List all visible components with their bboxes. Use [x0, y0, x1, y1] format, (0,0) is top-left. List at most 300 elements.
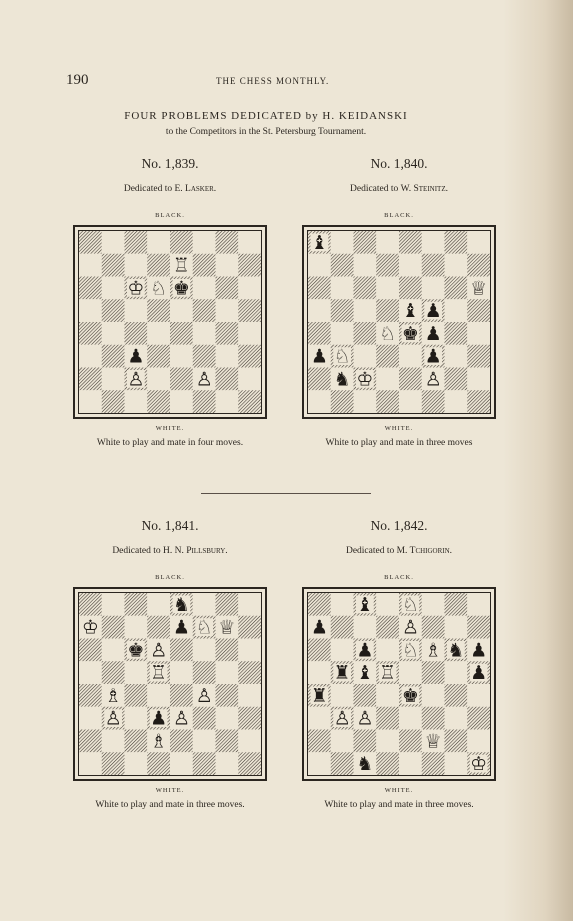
square-b5 — [102, 661, 125, 684]
square-f6 — [193, 639, 216, 662]
square-b7 — [331, 616, 354, 639]
white-bishop-icon: ♗ — [104, 684, 122, 707]
black-bishop-icon: ♝ — [310, 231, 328, 254]
square-b2 — [102, 368, 125, 391]
square-c2 — [125, 730, 148, 753]
square-g4 — [445, 684, 468, 707]
square-f6 — [422, 277, 445, 300]
square-h1 — [238, 390, 261, 413]
square-b1 — [331, 390, 354, 413]
dedication-name: M. Tchigorin. — [396, 546, 453, 556]
square-g6 — [216, 639, 239, 662]
square-a2 — [308, 368, 331, 391]
square-h5 — [467, 299, 490, 322]
square-g5 — [445, 299, 468, 322]
square-c8 — [354, 231, 377, 254]
white-queen-icon: ♕ — [424, 730, 442, 753]
chess-board — [307, 230, 491, 414]
square-d1 — [376, 752, 399, 775]
black-rook-icon: ♜ — [310, 684, 328, 707]
square-c5 — [125, 661, 148, 684]
square-a4 — [79, 684, 102, 707]
square-d8 — [376, 593, 399, 616]
square-f3 — [193, 707, 216, 730]
square-a8 — [79, 231, 102, 254]
square-a2 — [308, 730, 331, 753]
black-pawn-icon: ♟ — [424, 322, 442, 345]
square-g8 — [216, 593, 239, 616]
problem-number: No. 1,841. — [141, 518, 199, 533]
square-h8 — [238, 593, 261, 616]
black-pawn-icon: ♟ — [424, 300, 442, 323]
white-bishop-icon: ♗ — [150, 730, 168, 753]
problem-number: No. 1,839. — [141, 156, 199, 171]
square-d7 — [147, 254, 170, 277]
square-c5 — [354, 299, 377, 322]
square-c4 — [354, 322, 377, 345]
square-g6 — [216, 277, 239, 300]
square-c7 — [354, 254, 377, 277]
stipulation: White to play and mate in four moves. — [96, 438, 244, 448]
white-pawn-icon: ♙ — [195, 684, 213, 707]
square-f1 — [193, 390, 216, 413]
square-b8 — [331, 593, 354, 616]
square-e2 — [170, 368, 193, 391]
black-label: BLACK. — [155, 212, 185, 219]
black-pawn-icon: ♟ — [310, 616, 328, 639]
black-knight-icon: ♞ — [356, 753, 374, 775]
square-g6 — [445, 277, 468, 300]
square-a1 — [79, 390, 102, 413]
square-b2 — [331, 730, 354, 753]
square-e4 — [170, 322, 193, 345]
white-knight-icon: ♘ — [195, 616, 213, 639]
square-b5 — [102, 299, 125, 322]
square-h3 — [467, 345, 490, 368]
problem-1840 — [294, 156, 504, 448]
black-rook-icon: ♜ — [333, 662, 351, 685]
main-title: FOUR PROBLEMS DEDICATED by H. KEIDANSKI — [124, 110, 408, 122]
black-knight-icon: ♞ — [333, 368, 351, 391]
dedication-name: H. N. Pillsbury. — [162, 546, 228, 556]
square-a7 — [79, 254, 102, 277]
white-pawn-icon: ♙ — [104, 707, 122, 730]
square-e2 — [399, 368, 422, 391]
square-e1 — [170, 752, 193, 775]
square-e6 — [399, 277, 422, 300]
square-h2 — [238, 730, 261, 753]
square-h7 — [238, 254, 261, 277]
square-f3 — [193, 345, 216, 368]
square-a5 — [79, 299, 102, 322]
square-d6 — [376, 277, 399, 300]
square-c2 — [354, 730, 377, 753]
square-f6 — [193, 277, 216, 300]
square-h8 — [467, 593, 490, 616]
square-g8 — [445, 593, 468, 616]
square-g3 — [216, 707, 239, 730]
dedication-name: W. Steinitz. — [400, 184, 448, 194]
board-svg — [79, 231, 261, 413]
black-label: BLACK. — [384, 212, 414, 219]
square-a2 — [79, 368, 102, 391]
white-pawn-icon: ♙ — [356, 707, 374, 730]
square-e1 — [399, 390, 422, 413]
black-knight-icon: ♞ — [172, 593, 190, 616]
square-e1 — [399, 752, 422, 775]
square-c6 — [354, 277, 377, 300]
square-h7 — [467, 254, 490, 277]
black-pawn-icon: ♟ — [310, 345, 328, 368]
square-b6 — [102, 639, 125, 662]
square-h4 — [467, 684, 490, 707]
square-d2 — [376, 730, 399, 753]
square-g7 — [445, 254, 468, 277]
black-pawn-icon: ♟ — [150, 707, 168, 730]
white-knight-icon: ♘ — [401, 639, 419, 662]
black-pawn-icon: ♟ — [470, 639, 488, 662]
square-g4 — [216, 322, 239, 345]
square-b8 — [102, 593, 125, 616]
square-d2 — [147, 368, 170, 391]
square-e6 — [170, 639, 193, 662]
square-h3 — [467, 707, 490, 730]
square-a3 — [308, 707, 331, 730]
square-c4 — [354, 684, 377, 707]
square-g8 — [445, 231, 468, 254]
square-e5 — [399, 661, 422, 684]
black-pawn-icon: ♟ — [470, 662, 488, 685]
problem-number: No. 1,842. — [370, 518, 428, 533]
square-g1 — [445, 390, 468, 413]
dedication — [65, 184, 275, 196]
square-g1 — [216, 390, 239, 413]
square-a4 — [79, 322, 102, 345]
white-king-icon: ♔ — [127, 277, 145, 300]
square-a8 — [79, 593, 102, 616]
square-c8 — [125, 231, 148, 254]
chess-board — [78, 230, 262, 414]
square-b1 — [102, 752, 125, 775]
square-a5 — [79, 661, 102, 684]
white-knight-icon: ♘ — [379, 322, 397, 345]
square-e3 — [399, 345, 422, 368]
square-e1 — [170, 390, 193, 413]
square-h1 — [238, 752, 261, 775]
white-king-icon: ♔ — [356, 368, 374, 391]
black-pawn-icon: ♟ — [424, 345, 442, 368]
square-h7 — [238, 616, 261, 639]
square-g1 — [216, 752, 239, 775]
section-divider — [201, 493, 371, 494]
square-c1 — [125, 390, 148, 413]
square-b4 — [331, 684, 354, 707]
black-label: BLACK. — [384, 574, 414, 581]
white-pawn-icon: ♙ — [127, 368, 145, 391]
white-king-icon: ♔ — [81, 616, 99, 639]
problem-1842 — [294, 518, 504, 810]
board-svg — [308, 593, 490, 775]
square-d1 — [147, 390, 170, 413]
square-f7 — [193, 254, 216, 277]
board-svg — [308, 231, 490, 413]
square-b6 — [102, 277, 125, 300]
white-knight-icon: ♘ — [150, 277, 168, 300]
square-h2 — [467, 368, 490, 391]
square-e2 — [399, 730, 422, 753]
white-pawn-icon: ♙ — [150, 639, 168, 662]
square-g3 — [445, 345, 468, 368]
white-queen-icon: ♕ — [218, 616, 236, 639]
square-a6 — [308, 639, 331, 662]
square-a4 — [308, 322, 331, 345]
white-rook-icon: ♖ — [379, 662, 397, 685]
square-a5 — [308, 299, 331, 322]
square-d3 — [376, 707, 399, 730]
chess-board-frame — [73, 225, 267, 419]
square-d4 — [147, 684, 170, 707]
square-f8 — [422, 593, 445, 616]
chess-board-frame — [302, 587, 496, 781]
running-title: THE CHESS MONTHLY. — [216, 76, 330, 86]
square-g1 — [445, 752, 468, 775]
square-d7 — [376, 254, 399, 277]
square-h4 — [238, 684, 261, 707]
square-b4 — [102, 322, 125, 345]
square-d8 — [376, 231, 399, 254]
square-c7 — [125, 254, 148, 277]
white-bishop-icon: ♗ — [424, 639, 442, 662]
white-king-icon: ♔ — [470, 753, 488, 775]
square-d8 — [147, 593, 170, 616]
square-b8 — [102, 231, 125, 254]
square-g3 — [445, 707, 468, 730]
chess-board-frame — [73, 587, 267, 781]
square-f5 — [422, 661, 445, 684]
square-d2 — [376, 368, 399, 391]
white-pawn-icon: ♙ — [172, 707, 190, 730]
square-h3 — [238, 345, 261, 368]
black-bishop-icon: ♝ — [356, 662, 374, 685]
white-pawn-icon: ♙ — [401, 616, 419, 639]
dedication — [65, 546, 275, 558]
square-f8 — [422, 231, 445, 254]
square-h6 — [238, 639, 261, 662]
square-g4 — [445, 322, 468, 345]
square-d4 — [147, 322, 170, 345]
square-b6 — [331, 639, 354, 662]
square-g5 — [216, 661, 239, 684]
square-h4 — [467, 322, 490, 345]
square-d1 — [147, 752, 170, 775]
square-a8 — [308, 593, 331, 616]
problem-1839 — [65, 156, 275, 448]
square-h3 — [238, 707, 261, 730]
square-d5 — [147, 299, 170, 322]
square-d5 — [376, 299, 399, 322]
square-b4 — [331, 322, 354, 345]
square-d3 — [147, 345, 170, 368]
square-c3 — [354, 345, 377, 368]
stipulation: White to play and mate in three moves — [325, 438, 473, 448]
square-f3 — [422, 707, 445, 730]
square-d8 — [147, 231, 170, 254]
square-f5 — [193, 299, 216, 322]
dedication — [294, 184, 504, 196]
dedication-prefix: Dedicated to — [123, 184, 175, 194]
square-b1 — [331, 752, 354, 775]
square-b5 — [331, 299, 354, 322]
square-f7 — [422, 616, 445, 639]
square-e3 — [399, 707, 422, 730]
square-a1 — [308, 752, 331, 775]
square-f8 — [193, 231, 216, 254]
white-knight-icon: ♘ — [333, 345, 351, 368]
dedication-prefix: Dedicated to — [350, 184, 401, 194]
page-edge-shadow — [503, 0, 573, 921]
square-f1 — [422, 752, 445, 775]
square-g2 — [445, 730, 468, 753]
square-h7 — [467, 616, 490, 639]
square-a6 — [79, 639, 102, 662]
subtitle: to the Competitors in the St. Petersburg Tournament. — [165, 127, 367, 137]
square-e3 — [170, 345, 193, 368]
square-c3 — [125, 707, 148, 730]
square-f1 — [193, 752, 216, 775]
square-c4 — [125, 684, 148, 707]
square-g7 — [216, 254, 239, 277]
square-g2 — [445, 368, 468, 391]
black-king-icon: ♚ — [401, 684, 419, 707]
square-c7 — [354, 616, 377, 639]
square-h5 — [238, 661, 261, 684]
dedication-prefix: Dedicated to — [345, 546, 397, 556]
square-d6 — [376, 639, 399, 662]
page-header — [66, 72, 466, 92]
square-a7 — [308, 254, 331, 277]
square-c4 — [125, 322, 148, 345]
square-b6 — [331, 277, 354, 300]
stipulation: White to play and mate in three moves. — [95, 800, 245, 810]
dedication-prefix: Dedicated to — [112, 546, 163, 556]
square-f1 — [422, 390, 445, 413]
stipulation: White to play and mate in three moves. — [324, 800, 474, 810]
square-f4 — [422, 684, 445, 707]
square-b1 — [102, 390, 125, 413]
problem-number: No. 1,840. — [370, 156, 428, 171]
white-pawn-icon: ♙ — [195, 368, 213, 391]
square-e2 — [170, 730, 193, 753]
chess-board — [78, 592, 262, 776]
square-g8 — [216, 231, 239, 254]
white-rook-icon: ♖ — [150, 662, 168, 685]
chess-board-frame — [302, 225, 496, 419]
square-g5 — [216, 299, 239, 322]
square-d7 — [147, 616, 170, 639]
square-c1 — [354, 390, 377, 413]
square-e5 — [170, 661, 193, 684]
square-f7 — [422, 254, 445, 277]
page-number: 190 — [66, 72, 89, 88]
black-king-icon: ♚ — [127, 639, 145, 662]
dedication-name: E. Lasker. — [174, 184, 217, 194]
square-h1 — [467, 390, 490, 413]
square-f4 — [193, 322, 216, 345]
board-svg — [79, 593, 261, 775]
square-d3 — [376, 345, 399, 368]
square-f5 — [193, 661, 216, 684]
black-knight-icon: ♞ — [447, 639, 465, 662]
black-bishop-icon: ♝ — [401, 300, 419, 323]
square-c8 — [125, 593, 148, 616]
square-h8 — [467, 231, 490, 254]
square-e4 — [170, 684, 193, 707]
square-b7 — [331, 254, 354, 277]
square-e8 — [399, 231, 422, 254]
square-a1 — [79, 752, 102, 775]
square-c7 — [125, 616, 148, 639]
black-pawn-icon: ♟ — [356, 639, 374, 662]
square-d7 — [376, 616, 399, 639]
square-h8 — [238, 231, 261, 254]
black-label: BLACK. — [155, 574, 185, 581]
square-d4 — [376, 684, 399, 707]
black-pawn-icon: ♟ — [127, 345, 145, 368]
square-h5 — [238, 299, 261, 322]
square-g2 — [216, 730, 239, 753]
square-b7 — [102, 616, 125, 639]
chess-board — [307, 592, 491, 776]
square-e5 — [170, 299, 193, 322]
white-knight-icon: ♘ — [401, 593, 419, 616]
black-pawn-icon: ♟ — [172, 616, 190, 639]
square-e7 — [399, 254, 422, 277]
square-b3 — [102, 345, 125, 368]
square-h2 — [238, 368, 261, 391]
problem-1841 — [65, 518, 275, 810]
square-g4 — [216, 684, 239, 707]
white-queen-icon: ♕ — [470, 277, 488, 300]
black-bishop-icon: ♝ — [356, 593, 374, 616]
square-f8 — [193, 593, 216, 616]
square-b7 — [102, 254, 125, 277]
square-d1 — [376, 390, 399, 413]
black-king-icon: ♚ — [401, 322, 419, 345]
white-label: WHITE. — [384, 787, 414, 794]
square-a6 — [79, 277, 102, 300]
square-a3 — [79, 345, 102, 368]
square-b8 — [331, 231, 354, 254]
white-label: WHITE. — [155, 787, 185, 794]
square-e8 — [170, 231, 193, 254]
square-h2 — [467, 730, 490, 753]
black-king-icon: ♚ — [172, 277, 190, 300]
square-a5 — [308, 661, 331, 684]
square-g2 — [216, 368, 239, 391]
square-g5 — [445, 661, 468, 684]
square-a6 — [308, 277, 331, 300]
square-a2 — [79, 730, 102, 753]
square-b2 — [102, 730, 125, 753]
white-label: WHITE. — [384, 425, 414, 432]
square-c1 — [125, 752, 148, 775]
white-rook-icon: ♖ — [172, 254, 190, 277]
square-g3 — [216, 345, 239, 368]
square-g7 — [445, 616, 468, 639]
square-f2 — [193, 730, 216, 753]
square-a3 — [79, 707, 102, 730]
square-h6 — [238, 277, 261, 300]
